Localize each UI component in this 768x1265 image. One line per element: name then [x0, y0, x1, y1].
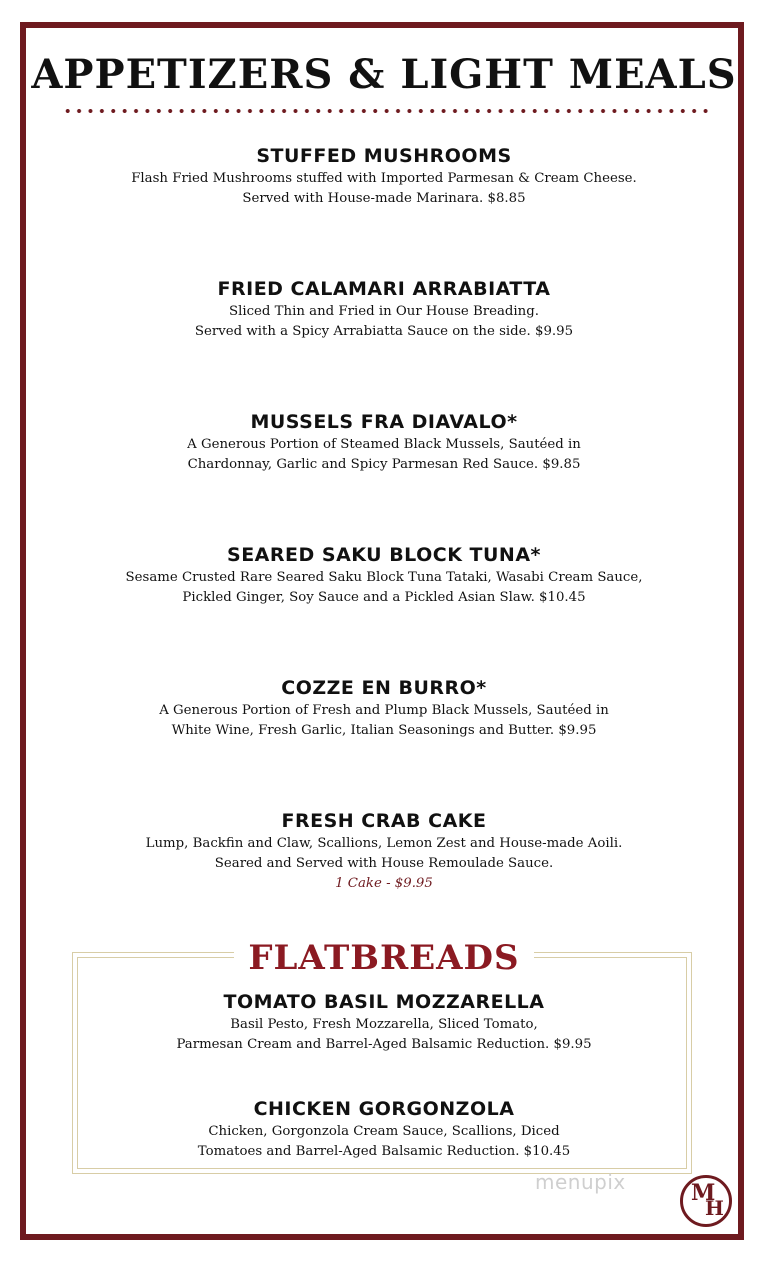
item-description-line: Served with a Spicy Arrabiatta Sauce on the side. $9.95: [194, 324, 574, 339]
page-title: APPETIZERS & LIGHT MEALS: [31, 51, 737, 98]
menu-item-fresh-crab-cake: [0, 808, 768, 894]
item-description-line: Sliced Thin and Fried in Our House Breading.: [229, 304, 539, 319]
menu-item-seared-tuna: [0, 542, 768, 608]
watermark: menupix: [535, 1170, 626, 1194]
menu-item-chicken-gorgonzola: [0, 1096, 768, 1162]
item-name: MUSSELS FRA DIAVALO*: [250, 411, 518, 433]
item-price: 1 Cake - $9.95: [335, 876, 433, 891]
item-description-line: Chardonnay, Garlic and Spicy Parmesan Red Sauce. $9.85: [187, 457, 581, 472]
item-name: SEARED SAKU BLOCK TUNA*: [227, 544, 541, 566]
item-description-line: Sesame Crusted Rare Seared Saku Block Tuna Tataki, Wasabi Cream Sauce,: [125, 570, 643, 585]
item-name: FRIED CALAMARI ARRABIATTA: [217, 278, 551, 300]
item-description-line: Basil Pesto, Fresh Mozzarella, Sliced Tomato,: [230, 1017, 538, 1032]
section-title-text: FLATBREADS: [234, 935, 533, 981]
item-description-line: White Wine, Fresh Garlic, Italian Seasonings and Butter. $9.95: [171, 723, 597, 738]
item-description-line: Chicken, Gorgonzola Cream Sauce, Scallions, Diced: [208, 1124, 560, 1139]
item-name: STUFFED MUSHROOMS: [256, 145, 512, 167]
item-description-line: Flash Fried Mushrooms stuffed with Imported Parmesan & Cream Cheese.: [131, 171, 637, 186]
item-name: COZZE EN BURRO*: [281, 677, 487, 699]
item-description-line: Seared and Served with House Remoulade Sauce.: [214, 856, 554, 871]
item-description-line: A Generous Portion of Steamed Black Mussels, Sautéed in: [187, 437, 581, 452]
logo-letter-m: M: [691, 1180, 716, 1206]
item-description-line: Tomatoes and Barrel-Aged Balsamic Reduction. $10.45: [197, 1144, 571, 1159]
menu-item-mussels-fra-diavalo: [0, 409, 768, 475]
item-description-line: Lump, Backfin and Claw, Scallions, Lemon Zest and House-made Aoili.: [145, 836, 623, 851]
menu-item-cozze-en-burro: [0, 675, 768, 741]
item-description-line: A Generous Portion of Fresh and Plump Black Mussels, Sautéed in: [159, 703, 609, 718]
item-description-line: Served with House-made Marinara. $8.85: [242, 191, 526, 206]
item-name: FRESH CRAB CAKE: [281, 810, 487, 832]
menu-item-stuffed-mushrooms: [0, 143, 768, 209]
section-title-flatbreads: [0, 935, 768, 981]
logo-letter-h: H: [705, 1196, 724, 1220]
menu-item-fried-calamari: [0, 276, 768, 342]
item-description-line: Pickled Ginger, Soy Sauce and a Pickled Asian Slaw. $10.45: [182, 590, 586, 605]
item-name: TOMATO BASIL MOZZARELLA: [223, 991, 545, 1013]
item-name: CHICKEN GORGONZOLA: [253, 1098, 515, 1120]
menu-item-tomato-basil-mozzarella: [0, 989, 768, 1055]
dotted-divider: [62, 108, 708, 114]
item-description-line: Parmesan Cream and Barrel-Aged Balsamic Reduction. $9.95: [176, 1037, 592, 1052]
restaurant-logo: [680, 1175, 732, 1227]
